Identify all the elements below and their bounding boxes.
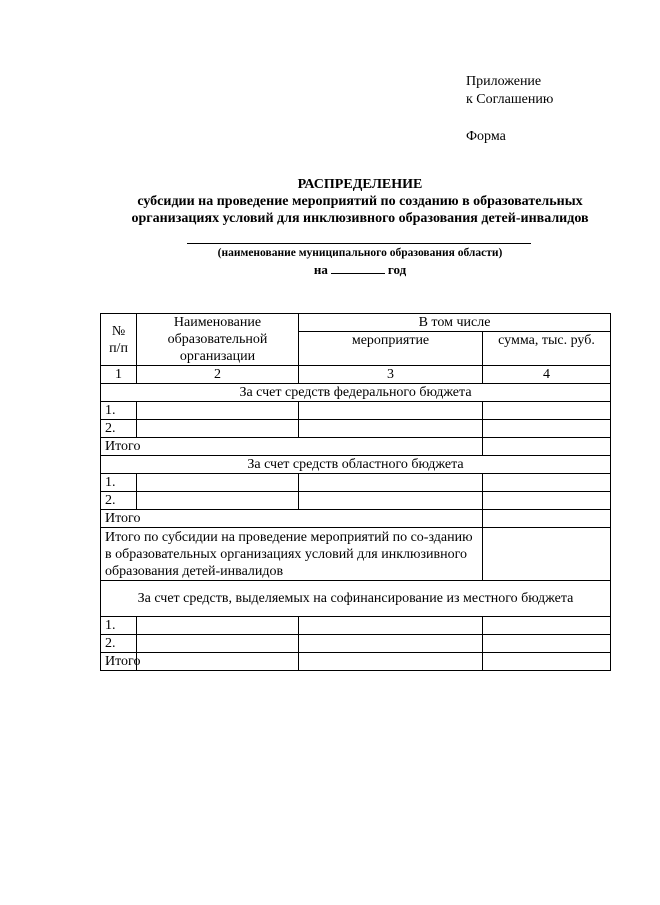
cell-total-sum[interactable] (483, 438, 611, 456)
cell-event[interactable] (299, 474, 483, 492)
cell-event[interactable] (299, 635, 483, 653)
cell-name[interactable] (137, 474, 299, 492)
section-federal: За счет средств федерального бюджета (101, 384, 611, 402)
municipality-underline (187, 243, 531, 244)
cell-event[interactable] (299, 617, 483, 635)
appendix-line-1: Приложение (466, 74, 542, 89)
cell-name[interactable] (137, 635, 299, 653)
col-number-3: 3 (299, 366, 483, 384)
table-row (101, 492, 611, 510)
cell-sum[interactable] (483, 402, 611, 420)
cell-event[interactable] (299, 402, 483, 420)
appendix-line-2: к Соглашению (466, 92, 554, 107)
cell-event[interactable] (299, 492, 483, 510)
subsidy-total-row (101, 528, 611, 581)
municipality-caption: (наименование муниципального образования области) (217, 247, 503, 259)
table-row (101, 420, 611, 438)
cell-subsidy-total-sum[interactable] (483, 528, 611, 581)
total-label: Итого (101, 438, 483, 456)
cell-sum[interactable] (483, 492, 611, 510)
row-number: 2. (101, 635, 137, 653)
table-row (101, 635, 611, 653)
cell-event[interactable] (299, 653, 483, 671)
section-local: За счет средств, выделяемых на софинансирование из местного бюджета (101, 581, 611, 617)
header-name: Наименование образовательной организации (137, 314, 299, 366)
header-num: № п/п (101, 314, 137, 366)
cell-name[interactable] (137, 420, 299, 438)
subsidy-total-label: Итого по субсидии на проведение мероприятий по со-зданию в образовательных организациях условий для инклюзивного образования детей-инвалидов (101, 528, 483, 581)
column-numbers-row (101, 366, 611, 384)
header-event: мероприятие (299, 332, 483, 366)
distribution-table (100, 313, 611, 671)
year-line (60, 262, 660, 278)
header-sum: сумма, тыс. руб. (483, 332, 611, 366)
form-label: Форма (466, 129, 506, 144)
table-row (101, 617, 611, 635)
year-blank (331, 262, 385, 274)
cell-sum[interactable] (483, 474, 611, 492)
header-including: В том числе (299, 314, 611, 332)
table-row (101, 474, 611, 492)
cell-name[interactable] (137, 402, 299, 420)
section-regional: За счет средств областного бюджета (101, 456, 611, 474)
row-number: 1. (101, 617, 137, 635)
col-number-1: 1 (101, 366, 137, 384)
total-label: Итого (101, 653, 137, 671)
col-number-2: 2 (137, 366, 299, 384)
year-suffix: год (387, 262, 407, 277)
cell-name[interactable] (137, 617, 299, 635)
cell-sum[interactable] (483, 635, 611, 653)
total-row (101, 510, 611, 528)
row-number: 2. (101, 492, 137, 510)
cell-total-sum[interactable] (483, 510, 611, 528)
col-number-4: 4 (483, 366, 611, 384)
row-number: 1. (101, 474, 137, 492)
total-row (101, 438, 611, 456)
cell-sum[interactable] (483, 617, 611, 635)
document-title: РАСПРЕДЕЛЕНИЕ (297, 177, 423, 192)
total-label: Итого (101, 510, 483, 528)
row-number: 2. (101, 420, 137, 438)
document-subtitle-line-1: субсидии на проведение мероприятий по созданию в образовательных (137, 194, 583, 209)
cell-event[interactable] (299, 420, 483, 438)
row-number: 1. (101, 402, 137, 420)
cell-name[interactable] (137, 492, 299, 510)
year-prefix: на (313, 262, 328, 277)
table-row (101, 402, 611, 420)
document-subtitle-line-2: организациях условий для инклюзивного образования детей-инвалидов (131, 211, 589, 226)
total-row (101, 653, 611, 671)
cell-sum[interactable] (483, 420, 611, 438)
cell-total-sum[interactable] (483, 653, 611, 671)
cell-name[interactable] (137, 653, 299, 671)
appendix-note (466, 73, 553, 146)
